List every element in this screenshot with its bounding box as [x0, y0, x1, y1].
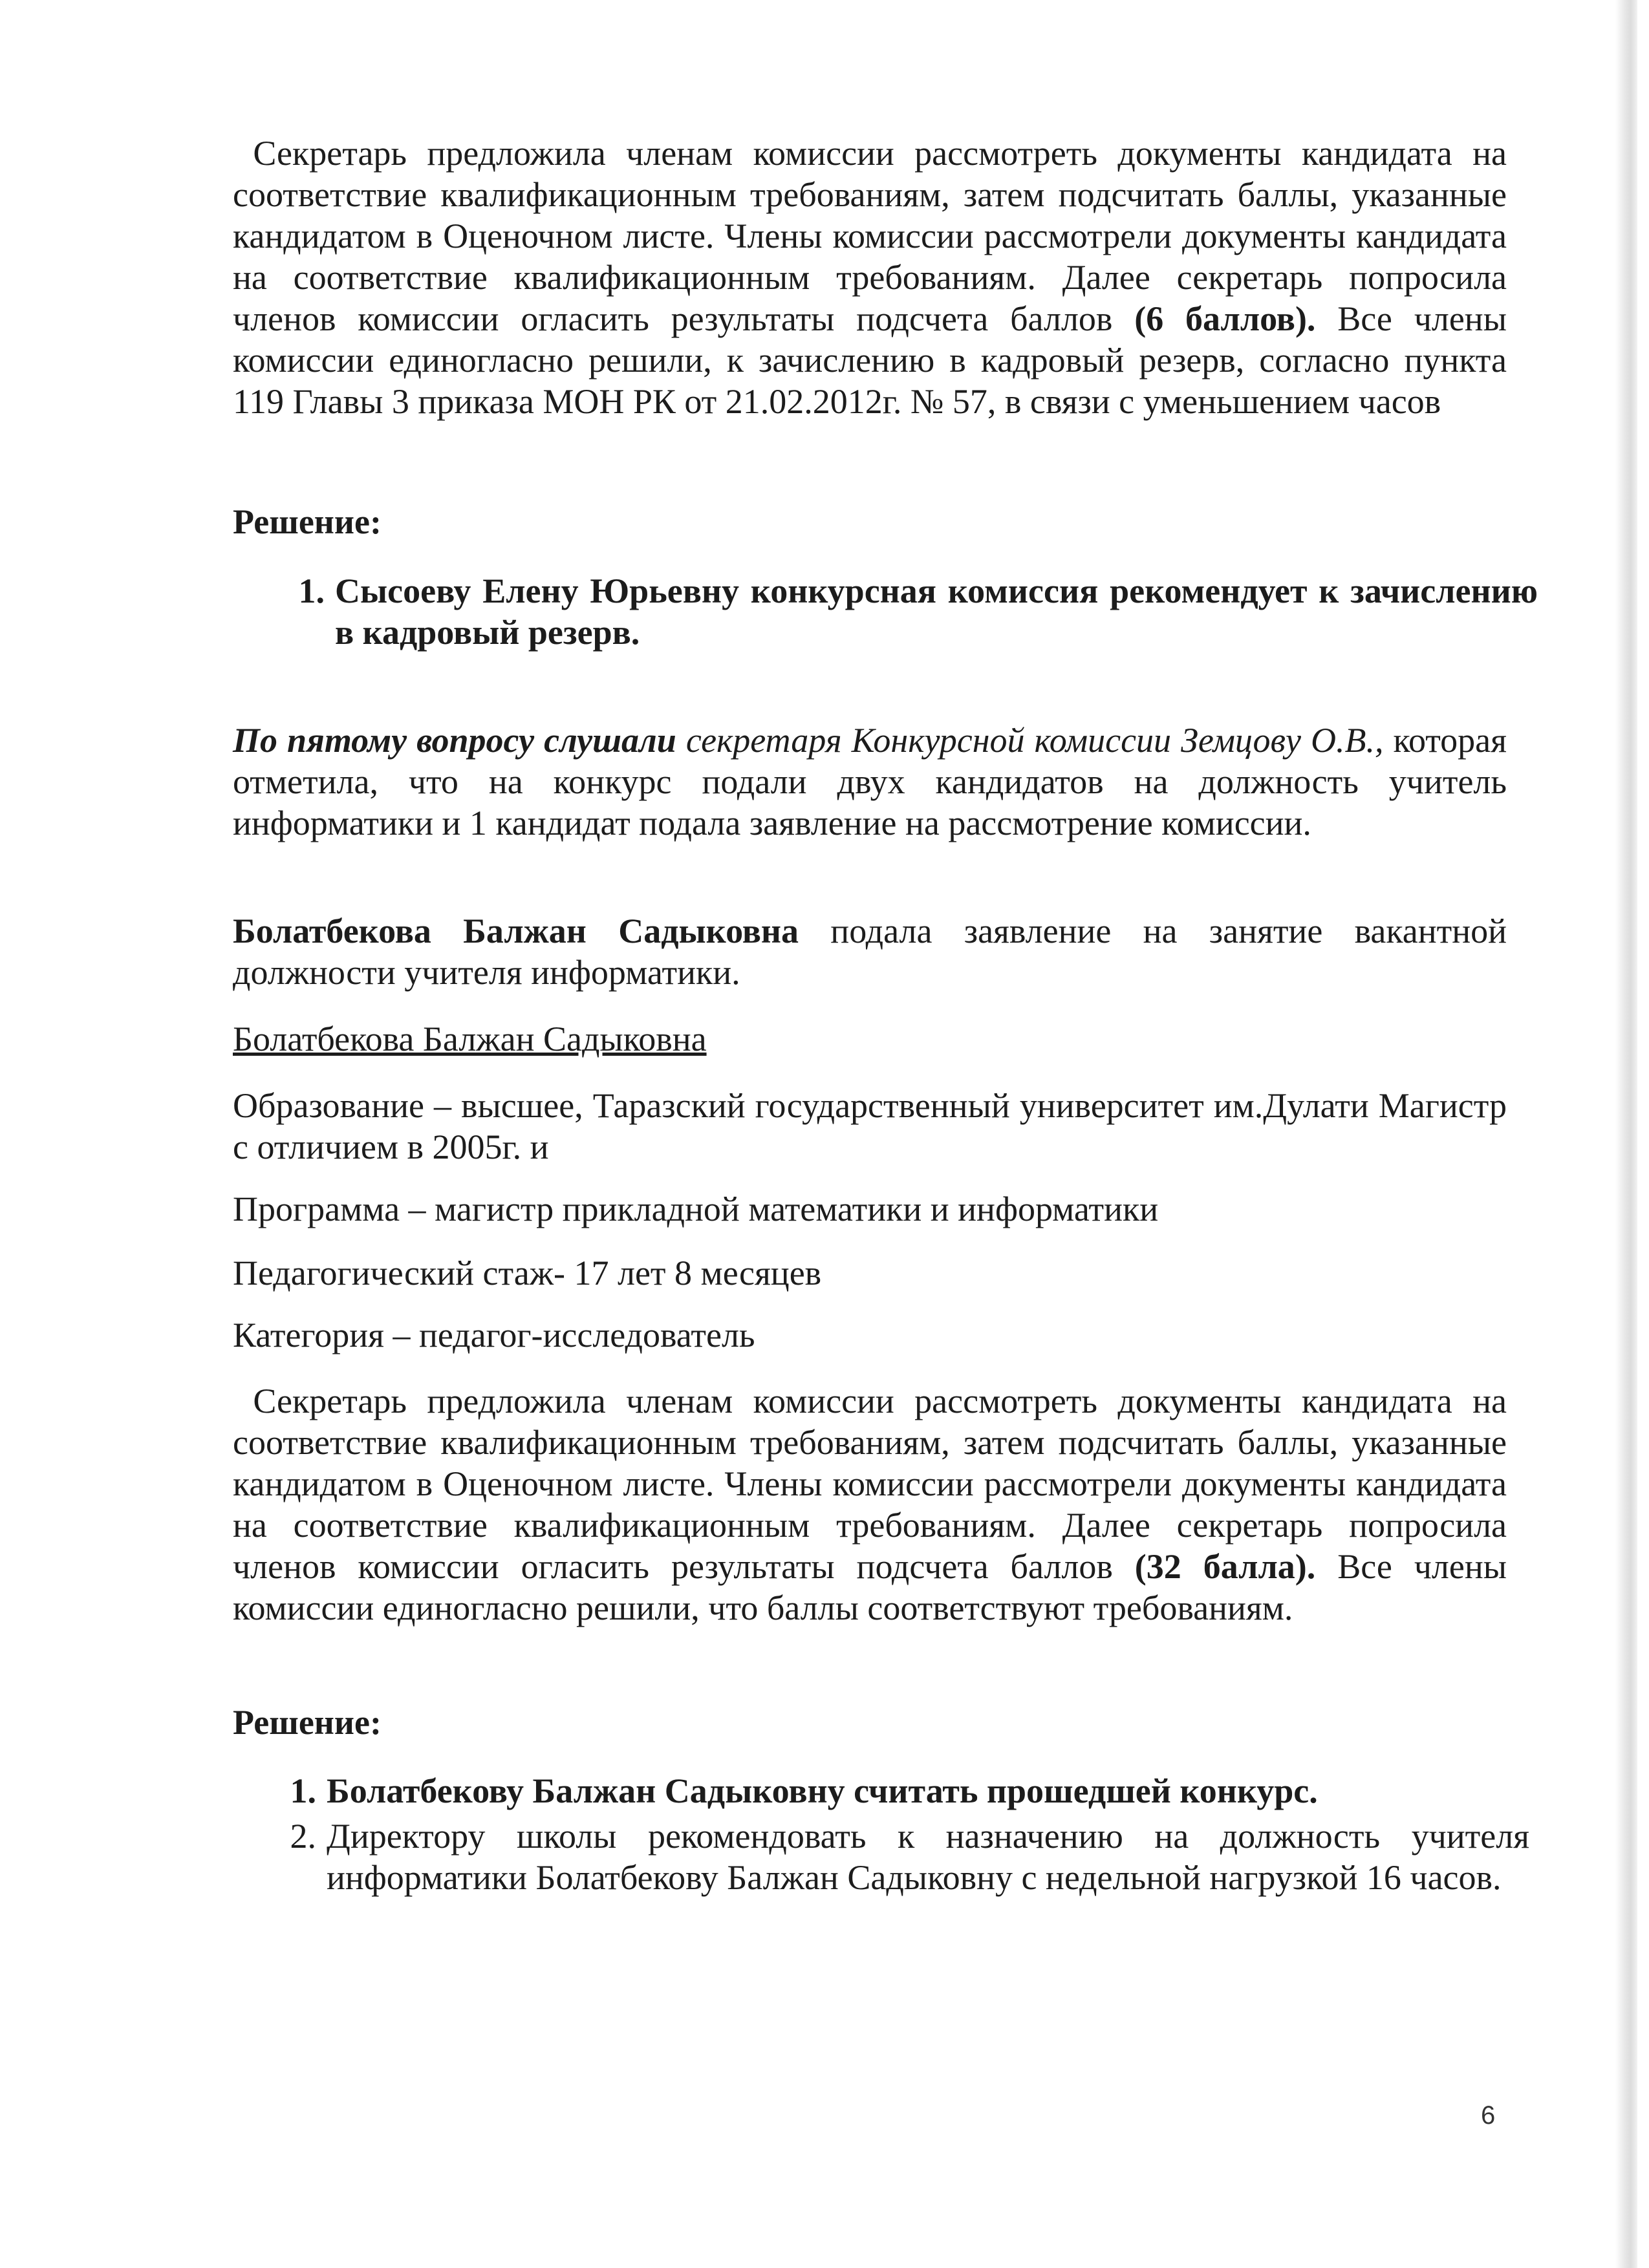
- paragraph-text: Секретарь предложила членам комиссии рассмотреть документы кандидата на соответствие квалификационным требованиям, затем подсчитать баллы, указанные кандидатом в Оценочном листе. Члены комиссии рассмотрели документы кандидата на соответствие квалификационным требованиям. Далее секретарь попросила членов комиссии огласить результаты подсчета баллов: [233, 1382, 1507, 1586]
- decision-2-item-2: [290, 1815, 1529, 1898]
- paragraph-applicant: [233, 910, 1507, 993]
- secretary-name: секретаря Конкурсной комиссии Земцову О.В.,: [676, 721, 1384, 760]
- list-text: Директору школы рекомендовать к назначению на должность учителя информатики Болатбекову Балжан Садыковну с недельной нагрузкой 16 часов.: [327, 1817, 1529, 1897]
- list-text: Сысоеву Елену Юрьевну конкурсная комиссия рекомендует к зачислению в кадровый резерв.: [335, 572, 1538, 652]
- decision-heading-1: Решение:: [233, 502, 382, 541]
- experience-line: Педагогический стаж- 17 лет 8 месяцев: [233, 1254, 822, 1292]
- program-line: Программа – магистр прикладной математики и информатики: [233, 1190, 1159, 1228]
- decision-1-item-1: [298, 570, 1538, 653]
- list-text: Болатбекову Балжан Садыковну считать прошедшей конкурс.: [327, 1771, 1318, 1810]
- applicant-name: Болатбекова Балжан Садыковна: [233, 912, 799, 950]
- list-number: 1.: [290, 1771, 316, 1810]
- candidate-name-underlined: Болатбекова Балжан Садыковна: [233, 1020, 707, 1058]
- question-text: которая отметила, что на конкурс подали двух кандидатов на должность учитель информатики и 1 кандидат подала заявление на рассмотрение комиссии.: [233, 721, 1507, 842]
- paragraph-text-end: Все члены комиссии единогласно решили, что баллы соответствуют требованиям.: [233, 1547, 1507, 1627]
- education-line: Образование – высшее, Таразский государственный университет им.Дулати Магистр с отличием в 2005г. и: [233, 1086, 1507, 1166]
- decision-heading-2: Решение:: [233, 1703, 382, 1742]
- list-number: 1.: [298, 572, 325, 610]
- applicant-text: подала заявление на занятие вакантной должности учителя информатики.: [233, 912, 1507, 992]
- paragraph-text-end: Все члены комиссии единогласно решили, к зачислению в кадровый резерв, согласно пункта 119 Главы 3 приказа МОН РК от 21.02.2012г. № 57, в связи с уменьшением часов: [233, 299, 1507, 421]
- list-number: 2.: [290, 1817, 316, 1856]
- page-number: 6: [1481, 2101, 1496, 2130]
- score-bold: (32 балла).: [1134, 1547, 1316, 1586]
- decision-2-item-1: [290, 1770, 1529, 1812]
- paragraph-first-candidate-review: [233, 133, 1507, 422]
- category-line: Категория – педагог-исследователь: [233, 1316, 755, 1354]
- paragraph-text: Секретарь предложила членам комиссии рассмотреть документы кандидата на соответствие квалификационным требованиям, затем подсчитать баллы, указанные кандидатом в Оценочном листе. Члены комиссии рассмотрели документы кандидата на соответствие квалификационным требованиям. Далее секретарь попросила членов комиссии огласить результаты подсчета баллов: [233, 134, 1507, 338]
- scan-edge-shadow: [1615, 0, 1637, 2268]
- score-bold: (6 баллов).: [1134, 299, 1316, 338]
- paragraph-question-5: [233, 720, 1507, 844]
- question-lead: По пятому вопросу слушали: [233, 721, 676, 760]
- paragraph-second-candidate-review: [233, 1380, 1507, 1629]
